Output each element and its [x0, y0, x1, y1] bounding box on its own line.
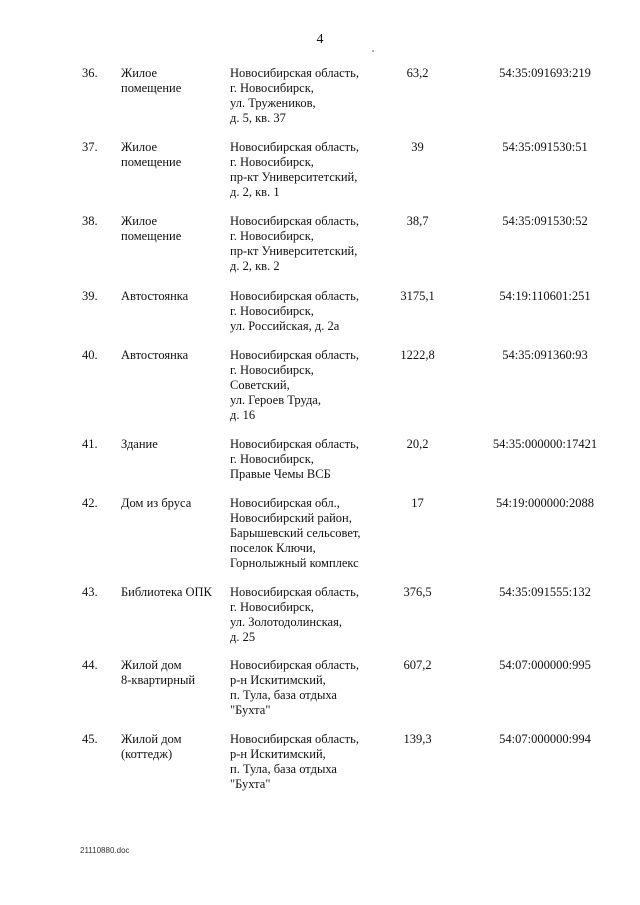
object-area: 3175,1	[400, 289, 435, 303]
object-address: Новосибирская область, г. Новосибирск, ул. Российская, д. 2а	[230, 289, 359, 333]
object-area: 38,7	[406, 214, 429, 228]
row-number: 41.	[82, 437, 98, 451]
scan-dot	[372, 50, 374, 52]
object-name: Библиотека ОПК	[121, 585, 212, 599]
object-name: Жилой дом 8-квартирный	[121, 658, 196, 687]
footer-filename: 21110880.doc	[80, 846, 130, 855]
row-number: 38.	[82, 214, 98, 228]
cadastral-number: 54:07:000000:995	[499, 658, 591, 672]
row-number: 39.	[82, 289, 98, 303]
object-area: 376,5	[403, 585, 432, 599]
cadastral-number: 54:35:091530:52	[502, 214, 588, 228]
cadastral-number: 54:35:000000:17421	[492, 437, 598, 451]
object-address: Новосибирская область, р-н Искитимский, п. Тула, база отдыха "Бухта"	[230, 732, 359, 791]
object-name: Жилой дом (коттедж)	[121, 732, 182, 761]
object-name: Жилое помещение	[121, 214, 182, 243]
row-number: 40.	[82, 348, 98, 362]
cadastral-number: 54:35:091360:93	[502, 348, 588, 362]
object-name: Жилое помещение	[121, 140, 182, 169]
cadastral-number: 54:07:000000:994	[499, 732, 591, 746]
object-area: 607,2	[403, 658, 432, 672]
object-area: 39	[411, 140, 424, 154]
row-number: 42.	[82, 496, 98, 510]
object-area: 139,3	[403, 732, 432, 746]
object-area: 1222,8	[400, 348, 435, 362]
object-address: Новосибирская область, г. Новосибирск, Советский, ул. Героев Труда, д. 16	[230, 348, 359, 422]
object-area: 63,2	[406, 66, 429, 80]
row-number: 36.	[82, 66, 98, 80]
object-address: Новосибирская область, г. Новосибирск, ул. Золотодолинская, д. 25	[230, 585, 359, 644]
row-number: 43.	[82, 585, 98, 599]
cadastral-number: 54:35:091555:132	[499, 585, 591, 599]
cadastral-number: 54:35:091530:51	[502, 140, 588, 154]
cadastral-number: 54:19:000000:2088	[496, 496, 594, 510]
object-name: Жилое помещение	[121, 66, 182, 95]
cadastral-number: 54:19:110601:251	[499, 289, 591, 303]
cadastral-number: 54:35:091693:219	[499, 66, 591, 80]
object-address: Новосибирская область, р-н Искитимский, п. Тула, база отдыха "Бухта"	[230, 658, 359, 717]
object-name: Здание	[121, 437, 158, 451]
object-address: Новосибирская область, г. Новосибирск, пр-кт Университетский, д. 2, кв. 2	[230, 214, 359, 273]
object-area: 17	[411, 496, 424, 510]
object-name: Автостоянка	[121, 289, 189, 303]
object-address: Новосибирская область, г. Новосибирск, Правые Чемы ВСБ	[230, 437, 359, 481]
object-name: Автостоянка	[121, 348, 189, 362]
object-address: Новосибирская область, г. Новосибирск, пр-кт Университетский, д. 2, кв. 1	[230, 140, 359, 199]
row-number: 37.	[82, 140, 98, 154]
object-address: Новосибирская область, г. Новосибирск, ул. Тружеников, д. 5, кв. 37	[230, 66, 359, 125]
row-number: 45.	[82, 732, 98, 746]
row-number: 44.	[82, 658, 98, 672]
page-number: 4	[316, 32, 324, 47]
object-address: Новосибирская обл., Новосибирский район, Барышевский сельсовет, поселок Ключи, Горнолыжный комплекс	[230, 496, 361, 570]
object-name: Дом из бруса	[121, 496, 192, 510]
object-area: 20,2	[406, 437, 429, 451]
